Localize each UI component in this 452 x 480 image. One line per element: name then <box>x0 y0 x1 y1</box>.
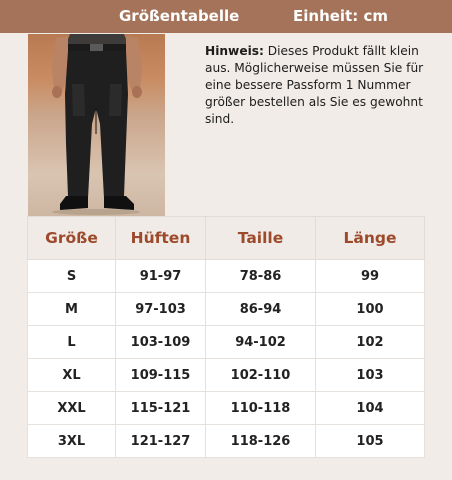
table-row <box>28 293 425 326</box>
cell-hips: 103-109 <box>116 326 206 359</box>
size-table <box>27 216 425 458</box>
cell-size: M <box>28 293 116 326</box>
col-header-hips: Hüften <box>116 217 206 260</box>
col-header-size: Größe <box>28 217 116 260</box>
cell-size: L <box>28 326 116 359</box>
unit-label: Einheit: cm <box>293 7 388 25</box>
cell-length: 102 <box>316 326 425 359</box>
col-header-waist: Taille <box>206 217 316 260</box>
cell-waist: 86-94 <box>206 293 316 326</box>
cell-waist: 94-102 <box>206 326 316 359</box>
cell-length: 104 <box>316 392 425 425</box>
cell-hips: 97-103 <box>116 293 206 326</box>
cell-hips: 121-127 <box>116 425 206 458</box>
table-row <box>28 326 425 359</box>
cell-waist: 110-118 <box>206 392 316 425</box>
cell-hips: 109-115 <box>116 359 206 392</box>
cell-hips: 115-121 <box>116 392 206 425</box>
cell-size: S <box>28 260 116 293</box>
size-note <box>205 43 445 128</box>
table-header-row <box>28 217 425 260</box>
table-row <box>28 359 425 392</box>
cell-waist: 78-86 <box>206 260 316 293</box>
cell-length: 103 <box>316 359 425 392</box>
cell-waist: 102-110 <box>206 359 316 392</box>
chart-title: Größentabelle <box>119 7 240 25</box>
cell-size: XL <box>28 359 116 392</box>
header-bar <box>0 0 452 33</box>
table-row <box>28 425 425 458</box>
cell-waist: 118-126 <box>206 425 316 458</box>
note-label: Hinweis: <box>205 44 264 58</box>
col-header-length: Länge <box>316 217 425 260</box>
cell-hips: 91-97 <box>116 260 206 293</box>
product-photo <box>28 34 165 216</box>
cell-size: XXL <box>28 392 116 425</box>
cell-length: 105 <box>316 425 425 458</box>
cell-length: 100 <box>316 293 425 326</box>
tactical-pants-image <box>28 34 165 216</box>
cell-length: 99 <box>316 260 425 293</box>
table-row <box>28 392 425 425</box>
note-text: Dieses Produkt fällt klein aus. Möglicherweise müssen Sie für eine bessere Passform 1 Nummer größer bestellen als Sie es gewohnt sind. <box>205 44 424 126</box>
table-row <box>28 260 425 293</box>
cell-size: 3XL <box>28 425 116 458</box>
